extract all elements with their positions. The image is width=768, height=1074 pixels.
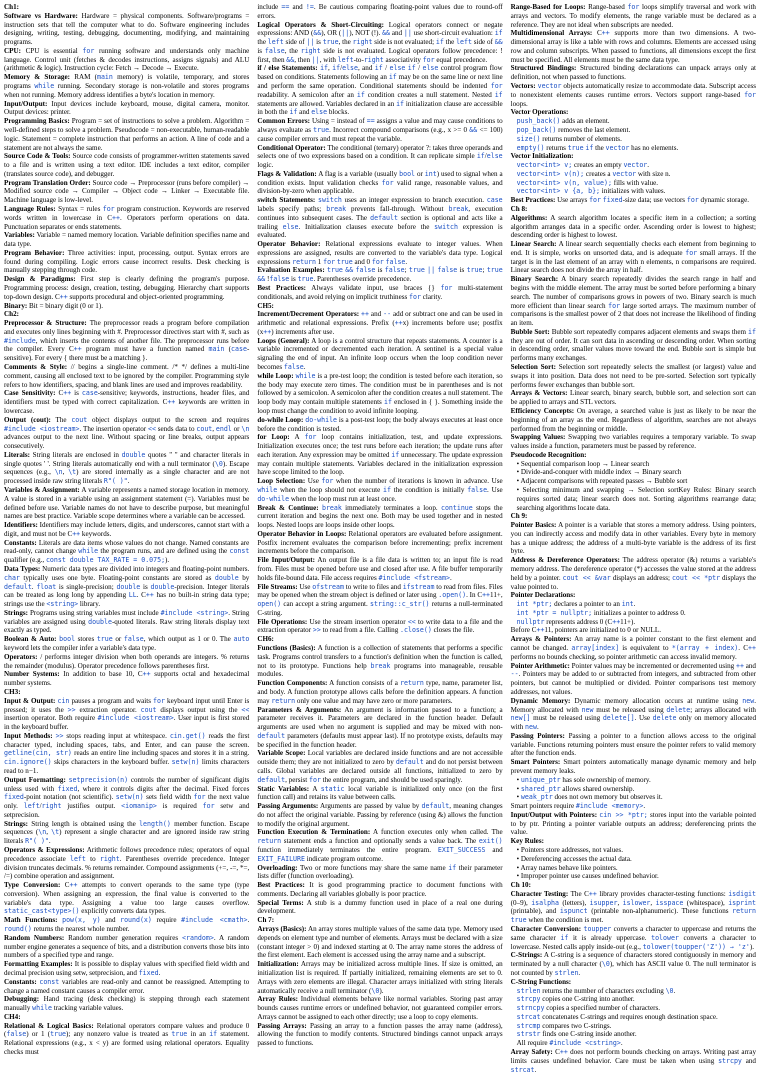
topic-label: Variable Scope: — [257, 749, 306, 758]
note-paragraph — [511, 451, 756, 460]
note-paragraph: Evaluation Examples: true && false is false; true || false is true; true && !false is true. Parentheses override precedence. — [257, 266, 503, 284]
topic-label: Flags & Validation: — [257, 169, 317, 178]
topic-label: File Streams: — [257, 582, 298, 591]
list-item: strncpy copies a specified number of characters. — [516, 1004, 661, 1013]
topic-label: Random Numbers: — [4, 933, 65, 942]
topic-label: Special Terms: — [257, 898, 304, 907]
list-item: int *ptr; declares a pointer to an int. — [516, 600, 636, 609]
note-paragraph: Smart Pointers: Smart pointers automatically manage dynamic memory and help prevent memory leaks. — [510, 758, 756, 775]
note-paragraph: Functions (Basics): A function is a collection of statements that performs a specific task. Programs control transfers to a function's definition when the function is called, not to its prototype. Functions help break programs into manageable, reusable modules. — [257, 644, 503, 679]
chapter-heading: Ch 9: — [510, 512, 528, 521]
note-paragraph: Formatting Examples: It is possible to display values with specified field width and decimal precision using setw, setprecision, and fixed. — [4, 960, 250, 977]
chapter-heading: CH3: — [4, 687, 21, 696]
topic-label: Pseudocode Recognition: — [510, 450, 587, 459]
list-item: strlen returns the number of characters excluding \0. — [516, 986, 676, 995]
note-paragraph: Design & Paradigms: First step is clearly defining the program's purpose. Programming process: design, creation, testing, debugging. Hierarchy chart supports top-down design. C++ supports procedural and object-oriented programming. — [4, 275, 250, 301]
topic-label: Swapping Values: — [510, 433, 566, 442]
topic-label: Output (cout): — [4, 415, 51, 424]
list-item: • Sequential comparison loop → Linear search — [516, 459, 650, 468]
note-paragraph: Multidimensional Arrays: C++ supports more than two dimensions. A two-dimensional array is like a table with rows and columns. Elements are accessed using row and column subscripts. When passed to functions, all dimensions except the first must be specified. All elements must be the same data type. — [510, 29, 756, 64]
note-paragraph: Character Conversion: toupper converts a character to uppercase and returns the same character if it is already uppercase. tolower converts a character to lowercase. Nested calls apply inside-out (e.g., tolower(toupper('Z')) → 'z'). — [510, 925, 756, 951]
topic-label: Arrays (Basics): — [257, 925, 307, 934]
note-paragraph: Strings: Programs using string variables must include #include <string>. String variables are assigned using double-quoted literals. Raw string literals display text exactly as typed. — [4, 608, 250, 635]
topic-label: Language Rules: — [4, 204, 56, 213]
topic-label: Passing Pointers: — [510, 731, 565, 740]
note-paragraph: Special Terms: A stub is a dummy function used in place of a real one during development. — [257, 898, 503, 916]
note-paragraph: Source Code & Tools: Source code consists of programmer-written statements saved to a file and is written using a text editor. IDE includes a text editor, compiler (translates source code), and debugger. — [4, 152, 250, 178]
topic-label: Static Variables: — [257, 784, 310, 793]
note-paragraph: Comments & Style: // begins a single-line comment. /* */ defines a multi-line comment, causing all enclosed text to be ignored by the compiler. Programming style refers to how identifiers, spacing, and blank lines are used and improves readability. — [4, 363, 250, 389]
topic-label: Passing Arrays: — [257, 1021, 307, 1030]
list-item: • Pointers store addresses, not values. — [516, 846, 623, 854]
note-paragraph: Variables: Variable = named memory location. Variable definition specifies name and data type. — [4, 231, 250, 249]
topic-label: Multidimensional Arrays: — [510, 29, 593, 38]
note-paragraph — [511, 591, 756, 600]
list-item: push_back() adds an element. — [516, 117, 610, 126]
note-paragraph: Language Rules: Syntax = rules for program construction. Keywords are reserved words written in lowercase in C++. Operators perform operations on data. Punctuation separates or ends statements. — [4, 204, 250, 231]
topic-label: switch Statements: — [257, 196, 316, 205]
list-item: • Improper pointer use causes undefined behavior. — [516, 872, 659, 881]
topic-label: Relational & Logical Basics: — [4, 1021, 94, 1030]
list-item: • Dereferencing accesses the actual data. — [516, 854, 632, 863]
topic-label: Constants: — [4, 538, 37, 547]
note-paragraph: C-Strings: A C-string is a sequence of characters stored contiguously in memory and terminated by a null character (\0), which has ASCII value 0. The null terminator is not counted by strlen. — [510, 951, 756, 977]
note-paragraph: for Loop: A for loop contains initialization, test, and update expressions. Initialization executes once; the test runs before each iteration; the update runs after each iteration. Any expression may be omitted if unnecessary. The update expression may contain multiple statements. Variables declared in the initialization expression have scope limited to the loop. — [257, 433, 503, 477]
topic-label: Formatting Examples: — [4, 960, 73, 969]
note-paragraph: Input Methods: >> stops reading input at whitespace. cin.get() reads the first character typed, including spaces, tabs, and Enter, and can pause the screen. getline(cin, str) reads an entire line including spaces and stores it in a string. cin.ignore() skips characters in the keyboard buffer. setw(n) limits characters read to n−1. — [4, 731, 250, 775]
note-paragraph: Operators: / performs integer division when both operands are integers. % returns the remainder (modulus). Operator precedence follows parentheses first. — [4, 652, 250, 670]
topic-label: Identifiers: — [4, 521, 38, 530]
note-paragraph: Debugging: Hand tracing (desk checking) is stepping through each statement manually while tracking variable values. — [4, 995, 250, 1013]
notes-page — [4, 3, 756, 1074]
topic-label: Algorithms: — [510, 213, 548, 222]
note-paragraph: Program Behavior: Three activities: input, processing, output. Syntax errors are found during compiling. Logic errors cause incorrect results. Desk checking is manually stepping through code. — [4, 248, 250, 275]
topic-label: File Input/Output: — [257, 556, 315, 565]
note-paragraph: Output (cout): The cout object displays output to the screen and requires #include <iostream>. The insertion operator << sends data to cout, endl or \n advances output to the next line. Without spacing or line breaks, output appears consecutively. — [4, 415, 250, 451]
topic-label: Vectors: — [510, 82, 536, 91]
note-paragraph: if / else Statements: if, if/else, and if / else if / else control program flow based on conditions. Statements following an if may be on the same line or next line and perform the same operation. Conditional statements should be indented for readability. A semicolon after an if condition creates a null statement. Nested if statements are allowed. Variables declared in an if initialization clause are accessible in both the if and else blocks. — [257, 64, 503, 117]
topic-label: Pointer Declarations: — [510, 591, 576, 600]
topic-label: Memory & Storage: — [4, 73, 70, 82]
list-item: nullptr represents address 0 (C++11+). — [516, 617, 636, 626]
note-paragraph: Operator Behavior in Loops: Relational operators are evaluated before assignment. Postfix increment evaluates the comparison before incrementing; prefix increment increments before the comparison. — [257, 529, 503, 556]
note-paragraph: Logical Operators & Short-Circuiting: Logical operators connect or negate expressions: AND (&&), OR (||), NOT (!). && and || use short-circuit evaluation: if the left side of || is true, the right side is not evaluated; if the left side of && is false, the right side is not evaluated. Logical operators follow precedence: ! first, then &&, then ||, with left-to-right associativity for equal precedence. — [257, 20, 503, 64]
topic-label: Dynamic Memory: — [510, 696, 571, 705]
topic-label: Break & Continue: — [257, 503, 319, 512]
topic-label: Strings: — [4, 608, 29, 617]
note-paragraph: Software vs Hardware: Hardware = physical components. Software/programs = instruction sets that tell the computer what to do. Software engineering includes designing, writing, testing, debugging, documenting, modifying, and maintaining programs. — [4, 11, 250, 47]
note-paragraph: Dynamic Memory: Dynamic memory allocation occurs at runtime using new. Memory allocated with new must be released using delete; arrays allocated with new[] must be released using delete[]. Use delete only on memory allocated with new. — [510, 696, 756, 732]
list-item: All require #include <cstring>. — [516, 1039, 623, 1048]
topic-label: while Loop: — [257, 371, 294, 380]
topic-label: Design & Paradigms: — [4, 275, 76, 284]
note-paragraph: Operator Behavior: Relational expressions evaluate to integer values. When expressions are assigned, results are converted to the variable's data type. Logical expressions return 1 for true and 0 for false. — [257, 240, 503, 266]
note-paragraph: Conditional Operator: The conditional (ternary) operator ?: takes three operands and selects one of two expressions based on a condition. It can replicate simple if/else logic. — [257, 143, 503, 170]
topic-label: Math Functions: — [4, 916, 58, 925]
note-paragraph: Type Conversion: C++ attempts to convert operands to the same type (type conversion). When assigning an expression, the final value is converted to the variable's data type. Assigning a value too large causes overflow. static_cast<type>() explicitly converts data types. — [4, 881, 250, 916]
note-paragraph: Vectors: vector objects automatically resize to accommodate data. Subscript access to nonexistent elements causes runtime errors. Vectors support range-based for loops. — [510, 82, 756, 108]
note-paragraph: switch Statements: switch uses an integer expression to branch execution. case labels specify paths; break prevents fall-through. Without break, execution continues into subsequent cases. The default section is optional and acts like a trailing else. Initialization clauses execute before the switch expression is evaluated. — [257, 196, 503, 240]
topic-label: Type Conversion: — [4, 881, 61, 890]
list-item: vector<int> v(n); creates a vector with size n. — [516, 169, 671, 178]
note-paragraph: Increment/Decrement Operators: ++ and -- add or subtract one and can be used in arithmetic and relational expressions. Prefix (++x) increments before use; postfix (x++) increments after use. — [257, 310, 503, 336]
topic-label: Bubble Sort: — [510, 327, 550, 336]
note-paragraph: Output Formatting: setprecision(n) controls the number of significant digits unless used with fixed, where it controls digits after the decimal. Fixed forces fixed-point notation (not scientific). setw(n) sets field width for the next value only. left/right justifies output. <iomanip> is required for setw and setprecision. — [4, 775, 250, 819]
note-paragraph: Linear Search: A linear search sequentially checks each element from beginning to end. It is simple, works on unsorted data, and is adequate for small arrays. If the target is in the last element of an array with n elements, n comparisons are required. Linear search does not divide the array in half. — [510, 240, 756, 275]
note-paragraph: Static Variables: A static local variable is initialized only once (on the first function call) and retains its value between calls. — [257, 784, 503, 802]
topic-label: Boolean & Auto: — [4, 635, 57, 644]
note-paragraph: Pointer Basics: A pointer is a variable that stores a memory address. Using pointers, you can indirectly access and modify data in other variables. Every byte in memory has a unique address; the address of a multi-byte variable is the address of its first byte. — [510, 521, 756, 556]
topic-label: Literals: — [4, 450, 31, 459]
note-paragraph: Best Practices: Use arrays for fixed-size data; use vectors for dynamic storage. — [510, 196, 749, 205]
topic-label: Character Testing: — [510, 889, 569, 898]
topic-label: Function Components: — [257, 679, 328, 688]
list-item: strstr finds one C-string inside another. — [516, 1030, 637, 1039]
topic-label: Vector Initialization: — [510, 152, 574, 161]
topic-label: Address & Dereference Operators: — [510, 556, 620, 565]
note-paragraph: Structured Bindings: Structured binding declarations can unpack arrays only at definition, not when passed to functions. — [510, 64, 756, 82]
note-paragraph: Number Systems: In addition to base 10, C++ supports octal and hexadecimal number systems. — [4, 670, 250, 688]
topic-label: Arrays & Pointers: — [510, 635, 572, 644]
topic-label: Evaluation Examples: — [257, 266, 325, 275]
note-paragraph: Arrays & Vectors: Linear search, binary search, bubble sort, and selection sort can be applied to arrays and STL vectors. — [510, 389, 756, 407]
note-paragraph: Address & Dereference Operators: The address operator (&) returns a variable's memory address. The dereference operator (*) accesses the value stored at the address held by a pointer. cout << &var displays an address; cout << *ptr displays the value pointed to. — [510, 556, 756, 591]
note-paragraph: Common Errors: Using = instead of == assigns a value and may cause conditions to always evaluate as true. Incorrect compound comparisons (e.g., x >= 0 && <= 100) cause compiler errors and must repeat the variable. — [257, 117, 503, 143]
note-paragraph: while Loop: while is a pre-test loop; the condition is tested before each iteration, so the body may execute zero times. The condition must be in parentheses and is not followed by a semicolon. A semicolon after the condition creates a null statement. The loop body may contain multiple statements if enclosed in { }. Something inside the loop must change the condition to avoid infinite looping. — [257, 371, 503, 415]
note-paragraph: File Input/Output: An output file is a file data is written to; an input file is read from. Files must be opened before use and closed after use. A file buffer temporarily holds file-bound data. File access requires #include <fstream>. — [257, 556, 503, 582]
note-paragraph: Initialization: Arrays may be initialized across multiple lines. If size is omitted, an initialization list is required. If partially initialized, remaining elements are set to 0. Arrays with zero elements are illegal. Character arrays initialized with string literals automatically receive a null terminator (\0). — [257, 960, 503, 995]
list-item: • Divide-and-conquer with middle index → Binary search — [516, 468, 682, 477]
notes-column-1 — [4, 3, 250, 1056]
note-paragraph: Pointer Arithmetic: Pointer values may be incremented or decremented using ++ and --. Pointers may be added to or subtracted from integers, and subtracted from other pointers, but cannot be multiplied or divided. Pointer comparisons test memory addresses, not values. — [510, 661, 756, 696]
topic-label: Structured Bindings: — [510, 64, 577, 73]
list-item: size() returns number of elements. — [516, 134, 622, 143]
note-paragraph: Function Execution & Termination: A function executes only when called. The return statement ends a function and optionally sends a value back. The exit() function immediately terminates the entire program. EXIT_SUCCESS and EXIT_FAILURE indicate program outcome. — [257, 828, 503, 863]
list-item: vector<int> v {a, b}; initializes with values. — [516, 187, 666, 196]
topic-label: Input Methods: — [4, 731, 53, 740]
topic-label: Comments & Style: — [4, 363, 68, 372]
note-paragraph: Efficiency Concepts: On average, a searched value is just as likely to be near the beginning of an array as the end. Regardless of algorithm, searches are not always performed from the beginning or middle. — [510, 406, 756, 433]
topic-label: Function Execution & Termination: — [257, 828, 371, 837]
topic-label: Efficiency Concepts: — [510, 406, 575, 415]
topic-label: Pointer Basics: — [510, 521, 557, 530]
note-paragraph: Data Types: Numeric data types are divided into integers and floating-point numbers. char typically uses one byte. Floating-point constants are stored as double by default. float is single-precision; double is double-precision. Integer literals can be treated as long long by appending LL. C++ has no built-in string data type; strings use the <string> library. — [4, 565, 250, 609]
topic-label: C-Strings: — [510, 951, 543, 960]
notes-column-2 — [257, 3, 503, 1048]
note-paragraph: Literals: String literals are enclosed in double quotes " " and character literals in single quotes ' '. String literals automatically end with a null terminator (\0). Escape sequences (e.g., \n, \t) are stored internally as a single character and are not processed inside raw string literals R"( )". — [4, 450, 250, 486]
topic-label: Programming Basics: — [4, 117, 70, 126]
list-item: • shared_ptr allows shared ownership. — [516, 784, 635, 793]
topic-label: Preprocessor & Structure: — [4, 319, 87, 328]
topic-label: Increment/Decrement Operators: — [257, 310, 360, 319]
topic-label: Common Errors: — [257, 117, 310, 126]
note-paragraph: Range-Based for Loops: Range-based for loops simplify traversal and work with arrays and vectors. To modify elements, the range variable must be declared as a reference. They are not ideal when subscripts are needed. — [510, 3, 756, 29]
chapter-heading: Ch2: — [4, 310, 19, 319]
note-paragraph: Smart pointers require #include <memory>. — [510, 802, 646, 811]
note-paragraph: Array Safety: C++ does not perform bounds checking on arrays. Writing past array limits causes undefined behavior. Care must be taken when using strcpy and strcat. — [510, 1047, 756, 1074]
list-item: pop_back() removes the last element. — [516, 125, 631, 134]
note-paragraph: Arrays & Pointers: An array name is a pointer constant to the first element and cannot be changed. array[index] is equivalent to *(array + index). C++ performs no bounds checking, so pointer arithmetic can access invalid memory. — [510, 635, 756, 661]
topic-label: Vector Operations: — [510, 108, 569, 117]
note-paragraph: Passing Pointers: Passing a pointer to a function allows access to the original variable. Functions returning pointers must ensure the pointer refers to valid memory after the function ends. — [510, 731, 756, 758]
note-paragraph: Selection Sort: Selection sort repeatedly selects the smallest (or largest) value and swaps it into position. Data does not need to be pre-sorted. Selection sort typically performs fewer exchanges than bubble sort. — [510, 363, 756, 389]
note-paragraph: Binary: Bit = binary digit (0 or 1). — [4, 301, 103, 310]
topic-label: Logical Operators & Short-Circuiting: — [257, 20, 384, 29]
note-paragraph: Constants: Literals are data items whose values do not change. Named constants are read-only, cannot change while the program runs, and are defined using the const qualifier (e.g., const double TAX_RATE = 0.075;). — [4, 538, 250, 565]
topic-label: C-String Functions: — [510, 977, 572, 986]
note-paragraph: Character Testing: The C++ library provides character-testing functions: isdigit (0–9), isalpha (letters), isupper, islower, isspace (whitespace), isprint (printable), and ispunct (printable non-alphanumeric). These functions return true when the condition is met. — [510, 889, 756, 925]
note-paragraph: Function Components: A function consists of a return type, name, parameter list, and body. A function prototype allows calls before the definition appears. A function may return only one value and may have zero or more parameters. — [257, 679, 503, 705]
chapter-heading: CH6: — [257, 635, 274, 644]
topic-label: Overloading: — [257, 863, 298, 872]
note-paragraph: Passing Arrays: Passing an array to a function passes the array name (address), allowing the function to modify contents. Structured bindings cannot unpack arrays passed to functions. — [257, 1021, 503, 1048]
topic-label: Constants: — [4, 977, 37, 986]
topic-label: Loop Selection: — [257, 477, 306, 486]
topic-label: Program Translation Order: — [4, 178, 91, 187]
note-paragraph — [511, 152, 756, 161]
list-item: int *ptr = nullptr; initializes a pointer to address 0. — [516, 608, 686, 617]
note-paragraph: File Operations: Use the stream insertion operator << to write data to a file and the extraction operator >> to read from a file. Calling .close() closes the file. — [257, 617, 503, 635]
topic-label: Key Rules: — [510, 837, 544, 846]
list-item: • unique_ptr has sole ownership of memory. — [516, 775, 651, 784]
note-paragraph — [511, 837, 756, 846]
topic-label: Case Sensitivity: — [4, 389, 56, 398]
notes-column-3 — [510, 3, 756, 1074]
topic-label: Loops (General): — [257, 336, 310, 345]
topic-label: Best Practices: — [510, 196, 556, 205]
note-paragraph: Input/Output: Input devices include keyboard, mouse, digital camera, monitor. Output devices: printer. — [4, 99, 250, 117]
topic-label: Program Behavior: — [4, 248, 65, 257]
topic-label: Smart Pointers: — [510, 758, 561, 767]
topic-label: for Loop: — [257, 433, 290, 442]
note-paragraph: Passing Arguments: Arguments are passed by value by default, meaning changes do not affect the original variable. Passing by reference (using &) allows the function to modify the original argument. — [257, 802, 503, 828]
note-paragraph: do-while Loop: do-while is a post-test loop; the body always executes at least once before the condition is tested. — [257, 415, 503, 433]
note-paragraph: Variables & Assignment: A variable represents a named storage location in memory. A value is stored in a variable using an assignment statement (=). Variables must be defined before use. Variable names do not have to describe purpose, but meaningful names are best practice. Variable scope determines where a variable can be accessed. — [4, 485, 250, 521]
topic-label: Array Safety: — [510, 1047, 553, 1056]
chapter-heading: Ch 7: — [257, 916, 275, 925]
topic-label: if / else Statements: — [257, 64, 318, 73]
note-paragraph: Array Rules: Individual elements behave like normal variables. Storing past array bounds causes runtime errors or undefined behavior, not guaranteed compiler errors. Arrays cannot be assigned to each other directly; use a loop to copy elements. — [257, 995, 503, 1021]
topic-label: Selection Sort: — [510, 363, 556, 372]
topic-label: File Operations: — [257, 617, 308, 626]
note-paragraph: Case Sensitivity: C++ is case-sensitive; keywords, instructions, header files, and identifiers must be typed with correct capitalization. C++ keywords are written in lowercase. — [4, 389, 250, 415]
topic-label: Passing Arguments: — [257, 802, 319, 811]
note-paragraph: Variable Scope: Local variables are declared inside functions and are not accessible outside them; they are not initialized to zero by default and do not persist between calls. Global variables are declared outside all functions, initialized to zero by default, persist for the entire program, and should be used sparingly. — [257, 749, 503, 784]
note-paragraph: Programming Basics: Program = set of instructions to solve a problem. Algorithm = well-defined steps to solve a problem. Pseudocode = non-executable, human-readable logic. Statement = complete instruction that performs an action. A line of code and a statement are not always the same. — [4, 117, 250, 152]
list-item: • weak_ptr does not own memory but observes it. — [516, 793, 663, 802]
note-paragraph — [511, 978, 756, 987]
topic-label: Variables & Assignment: — [4, 485, 80, 494]
note-paragraph: Input/Output with Pointers: cin >> *ptr; stores input into the variable pointed to by ptr. Printing a pointer variable outputs an address; dereferencing prints the value. — [510, 810, 756, 837]
topic-label: Pointer Arithmetic: — [510, 661, 570, 670]
note-paragraph: File Streams: Use ofstream to write to files and ifstream to read from files. Files may be opened when the stream object is defined or later using .open(). In C++11+, open() can accept a string argument. string::c_str() returns a null-terminated C-string. — [257, 582, 503, 617]
note-paragraph: Program Translation Order: Source code → Preprocessor (runs before compiler) → Modified source code → Compiler → Object code → Linker → Executable file. Machine language is low-level. — [4, 178, 250, 205]
topic-label: Range-Based for Loops: — [510, 3, 586, 11]
chapter-heading: CH5: — [257, 301, 274, 310]
note-paragraph: Arrays (Basics): An array stores multiple values of the same data type. Memory used depends on element type and number of elements. Arrays must be declared with a size (constant integer > 0) and indexed starting at 0. The array name stores the address of the first element. Each element is accessed using the array name and a subscript. — [257, 925, 503, 960]
topic-label: Linear Search: — [510, 240, 557, 249]
note-paragraph: Before C++11, pointers are initialized to 0 or NULL. — [510, 626, 661, 635]
note-paragraph: Boolean & Auto: bool stores true or false, which output as 1 or 0. The auto keyword lets the compiler infer a variable's data type. — [4, 635, 250, 653]
note-paragraph: Operators & Expressions: Arithmetic follows precedence rules; operators of equal precedence associate left to right. Parentheses override precedence. Integer division truncates decimals. % returns remainder. Compound assignments (+=, -=, *=, /=) combine operation and assignment. — [4, 846, 250, 881]
note-paragraph: Flags & Validation: A flag is a variable (usually bool or int) used to signal when a condition exists. Input validation checks for valid range, reasonable values, and division-by-zero when applicable. — [257, 169, 503, 196]
note-paragraph: Loop Selection: Use for when the number of iterations is known in advance. Use while when the loop should not execute if the condition is initially false. Use do-while when the loop must run at least once. — [257, 477, 503, 503]
topic-label: Best Practices: — [257, 284, 306, 292]
topic-label: Number Systems: — [4, 670, 60, 679]
note-paragraph: Break & Continue: break immediately terminates a loop. continue stops the current iteration and begins the next one. Both may be used together and in nested loops. Nested loops are loops inside other loops. — [257, 503, 503, 530]
topic-label: CPU: — [4, 46, 21, 55]
list-item: • Array names behave like pointers. — [516, 863, 618, 872]
note-paragraph: Best Practices: It is good programming practice to document functions with comments. Declaring all variables globally is poor practice. — [257, 881, 503, 898]
note-paragraph: Loops (General): A loop is a control structure that repeats statements. A counter is a variable incremented or decremented each iteration. A sentinel is a special value signaling the end of input. An infinite loop occurs when the loop condition never becomes false. — [257, 336, 503, 372]
topic-label: Operators & Expressions: — [4, 846, 85, 854]
note-paragraph: Input & Output: cin pauses a program and waits for keyboard input until Enter is pressed; it uses the >> extraction operator. cout displays output using the << insertion operator. Both require #include <iostream>. User input is first stored in the keyboard buffer. — [4, 696, 250, 732]
topic-label: Input/Output with Pointers: — [510, 810, 598, 819]
list-item: • Selecting minimum and swapping → Selection sortKey Rules: Binary search requires sorted data; linear search does not. Sorting algorithms rearrange data; searching algorithms locate data. — [516, 485, 756, 512]
note-paragraph: include == and !=. Be cautious comparing floating-point values due to round-off errors. — [257, 3, 503, 20]
note-paragraph: Memory & Storage: RAM (main memory) is volatile, temporary, and stores programs while running. Secondary storage is non-volatile and stores programs when not running. Memory address identifies a byte's location in memory. — [4, 73, 250, 99]
topic-label: do-while Loop: — [257, 415, 304, 424]
note-paragraph: Random Numbers: Random number generation requires <random>. A random number engine generates a sequence of bits, and a distribution converts those bits into numbers of a specified type and range. — [4, 933, 250, 960]
topic-label: Character Conversion: — [510, 925, 582, 934]
topic-label: Parameters & Arguments: — [257, 705, 342, 714]
topic-label: Source Code & Tools: — [4, 152, 71, 161]
topic-label: Binary: — [4, 301, 28, 310]
topic-label: Variables: — [4, 231, 35, 240]
topic-label: Conditional Operator: — [257, 143, 326, 152]
chapter-heading: Ch 10: — [510, 881, 531, 890]
note-paragraph: Math Functions: pow(x, y) and round(x) require #include <cmath>. round() returns the nearest whole number. — [4, 916, 250, 934]
topic-label: Best Practices: — [257, 881, 305, 890]
note-paragraph: Best Practices: Always validate input, use braces {} for multi-statement conditionals, and avoid relying on implicit truthiness for clarity. — [257, 284, 503, 301]
topic-label: Operators: — [4, 652, 38, 661]
note-paragraph: Parameters & Arguments: An argument is information passed to a function; a parameter receives it. Parameters are declared in the function header. Default arguments are used when no argument is supplied and may be mixed with non-default parameters (defaults must appear last). If no prototype exists, defaults may be specified in the function header. — [257, 705, 503, 749]
topic-label: Software vs Hardware: — [4, 11, 78, 20]
note-paragraph: Preprocessor & Structure: The preprocessor reads a program before compilation and executes only lines beginning with #. Preprocessor directives start with #, such as #include, which inserts the contents of another file. The preprocessor runs before the compiler. Every C++ program must have a function named main (case-sensitive). For every { there must be a matching }. — [4, 319, 250, 363]
topic-label: Operator Behavior in Loops: — [257, 529, 347, 538]
note-paragraph: Algorithms: A search algorithm locates a specific item in a collection; a sorting algorithm arranges data in a specific order. Ascending order is lowest to highest; descending order is highest to lowest. — [510, 213, 756, 240]
note-paragraph: Overloading: Two or more functions may share the same name if their parameter lists differ (function overloading). — [257, 863, 503, 881]
topic-label: Data Types: — [4, 565, 41, 573]
topic-label: Debugging: — [4, 995, 40, 1004]
chapter-heading: Ch 8: — [510, 204, 528, 213]
topic-label: Initialization: — [257, 960, 299, 969]
topic-label: Output Formatting: — [4, 775, 66, 784]
note-paragraph: Binary Search: A binary search repeatedly divides the search range in half and begins with the middle element. The array must be sorted before performing a binary search. The number of comparisons grows in powers of two. Binary search is much more efficient than linear search for large sorted arrays. The maximum number of comparisons is the smallest power of 2 that does not increase the likelihood of finding an item. — [510, 275, 756, 328]
topic-label: Strings: — [4, 819, 29, 828]
note-paragraph: Constants: const variables are read-only and cannot be reassigned. Attempting to change a named constant causes a compiler error. — [4, 977, 250, 995]
list-item: vector<int> v; creates an empty vector. — [516, 161, 650, 170]
topic-label: Binary Search: — [510, 275, 559, 284]
list-item: vector<int> v(n, value); fills with value. — [516, 178, 659, 187]
chapter-heading: Ch1: — [4, 3, 19, 11]
topic-label: Arrays & Vectors: — [510, 389, 568, 398]
topic-label: Input & Output: — [4, 696, 56, 705]
topic-label: Operator Behavior: — [257, 240, 321, 249]
topic-label: Functions (Basics): — [257, 644, 316, 653]
note-paragraph: Swapping Values: Swapping two variables requires a temporary variable. To swap values inside a function, parameters must be passed by reference. — [510, 433, 756, 451]
note-paragraph: Bubble Sort: Bubble sort repeatedly compares adjacent elements and swaps them if they are out of order. It can sort data in ascending or descending order. When sorting in descending order, smaller values move toward the end. Bubble sort is simple but performs many exchanges. — [510, 327, 756, 363]
list-item: empty() returns true if the vector has no elements. — [516, 143, 679, 152]
list-item: • Adjacent comparisons with repeated passes → Bubble sort — [516, 477, 688, 486]
topic-label: Array Rules: — [257, 995, 298, 1004]
note-paragraph: CPU: CPU is essential for running software and understands only machine language. Control unit (fetches & decodes instructions, assigns signals) and ALU (arithmetic & logic). Instruction cycle: Fetch → Decode → Execute. — [4, 46, 250, 73]
topic-label: Input/Output: — [4, 99, 48, 108]
note-paragraph — [511, 108, 756, 117]
note-paragraph: Strings: String length is obtained using the length() member function. Escape sequences (\n, \t) represent a single character and are ignored inside raw string literals R"( )". — [4, 819, 250, 846]
list-item: strcat concatenates C-strings and requires enough destination space. — [516, 1012, 718, 1021]
note-paragraph: Relational & Logical Basics: Relational operators compare values and produce 0 (false) or 1 (true); any nonzero value is treated as true in an if statement. Relational expressions (e.g., x < y) are formed using relational operators. Equality checks must — [4, 1021, 250, 1056]
list-item: strcmp compares two C-strings. — [516, 1021, 612, 1030]
chapter-heading: CH4: — [4, 1012, 21, 1021]
list-item: strcpy copies one C-string into another. — [516, 995, 635, 1004]
note-paragraph: Identifiers: Identifiers may include letters, digits, and underscores, cannot start with a digit, and must not be C++ keywords. — [4, 521, 250, 538]
